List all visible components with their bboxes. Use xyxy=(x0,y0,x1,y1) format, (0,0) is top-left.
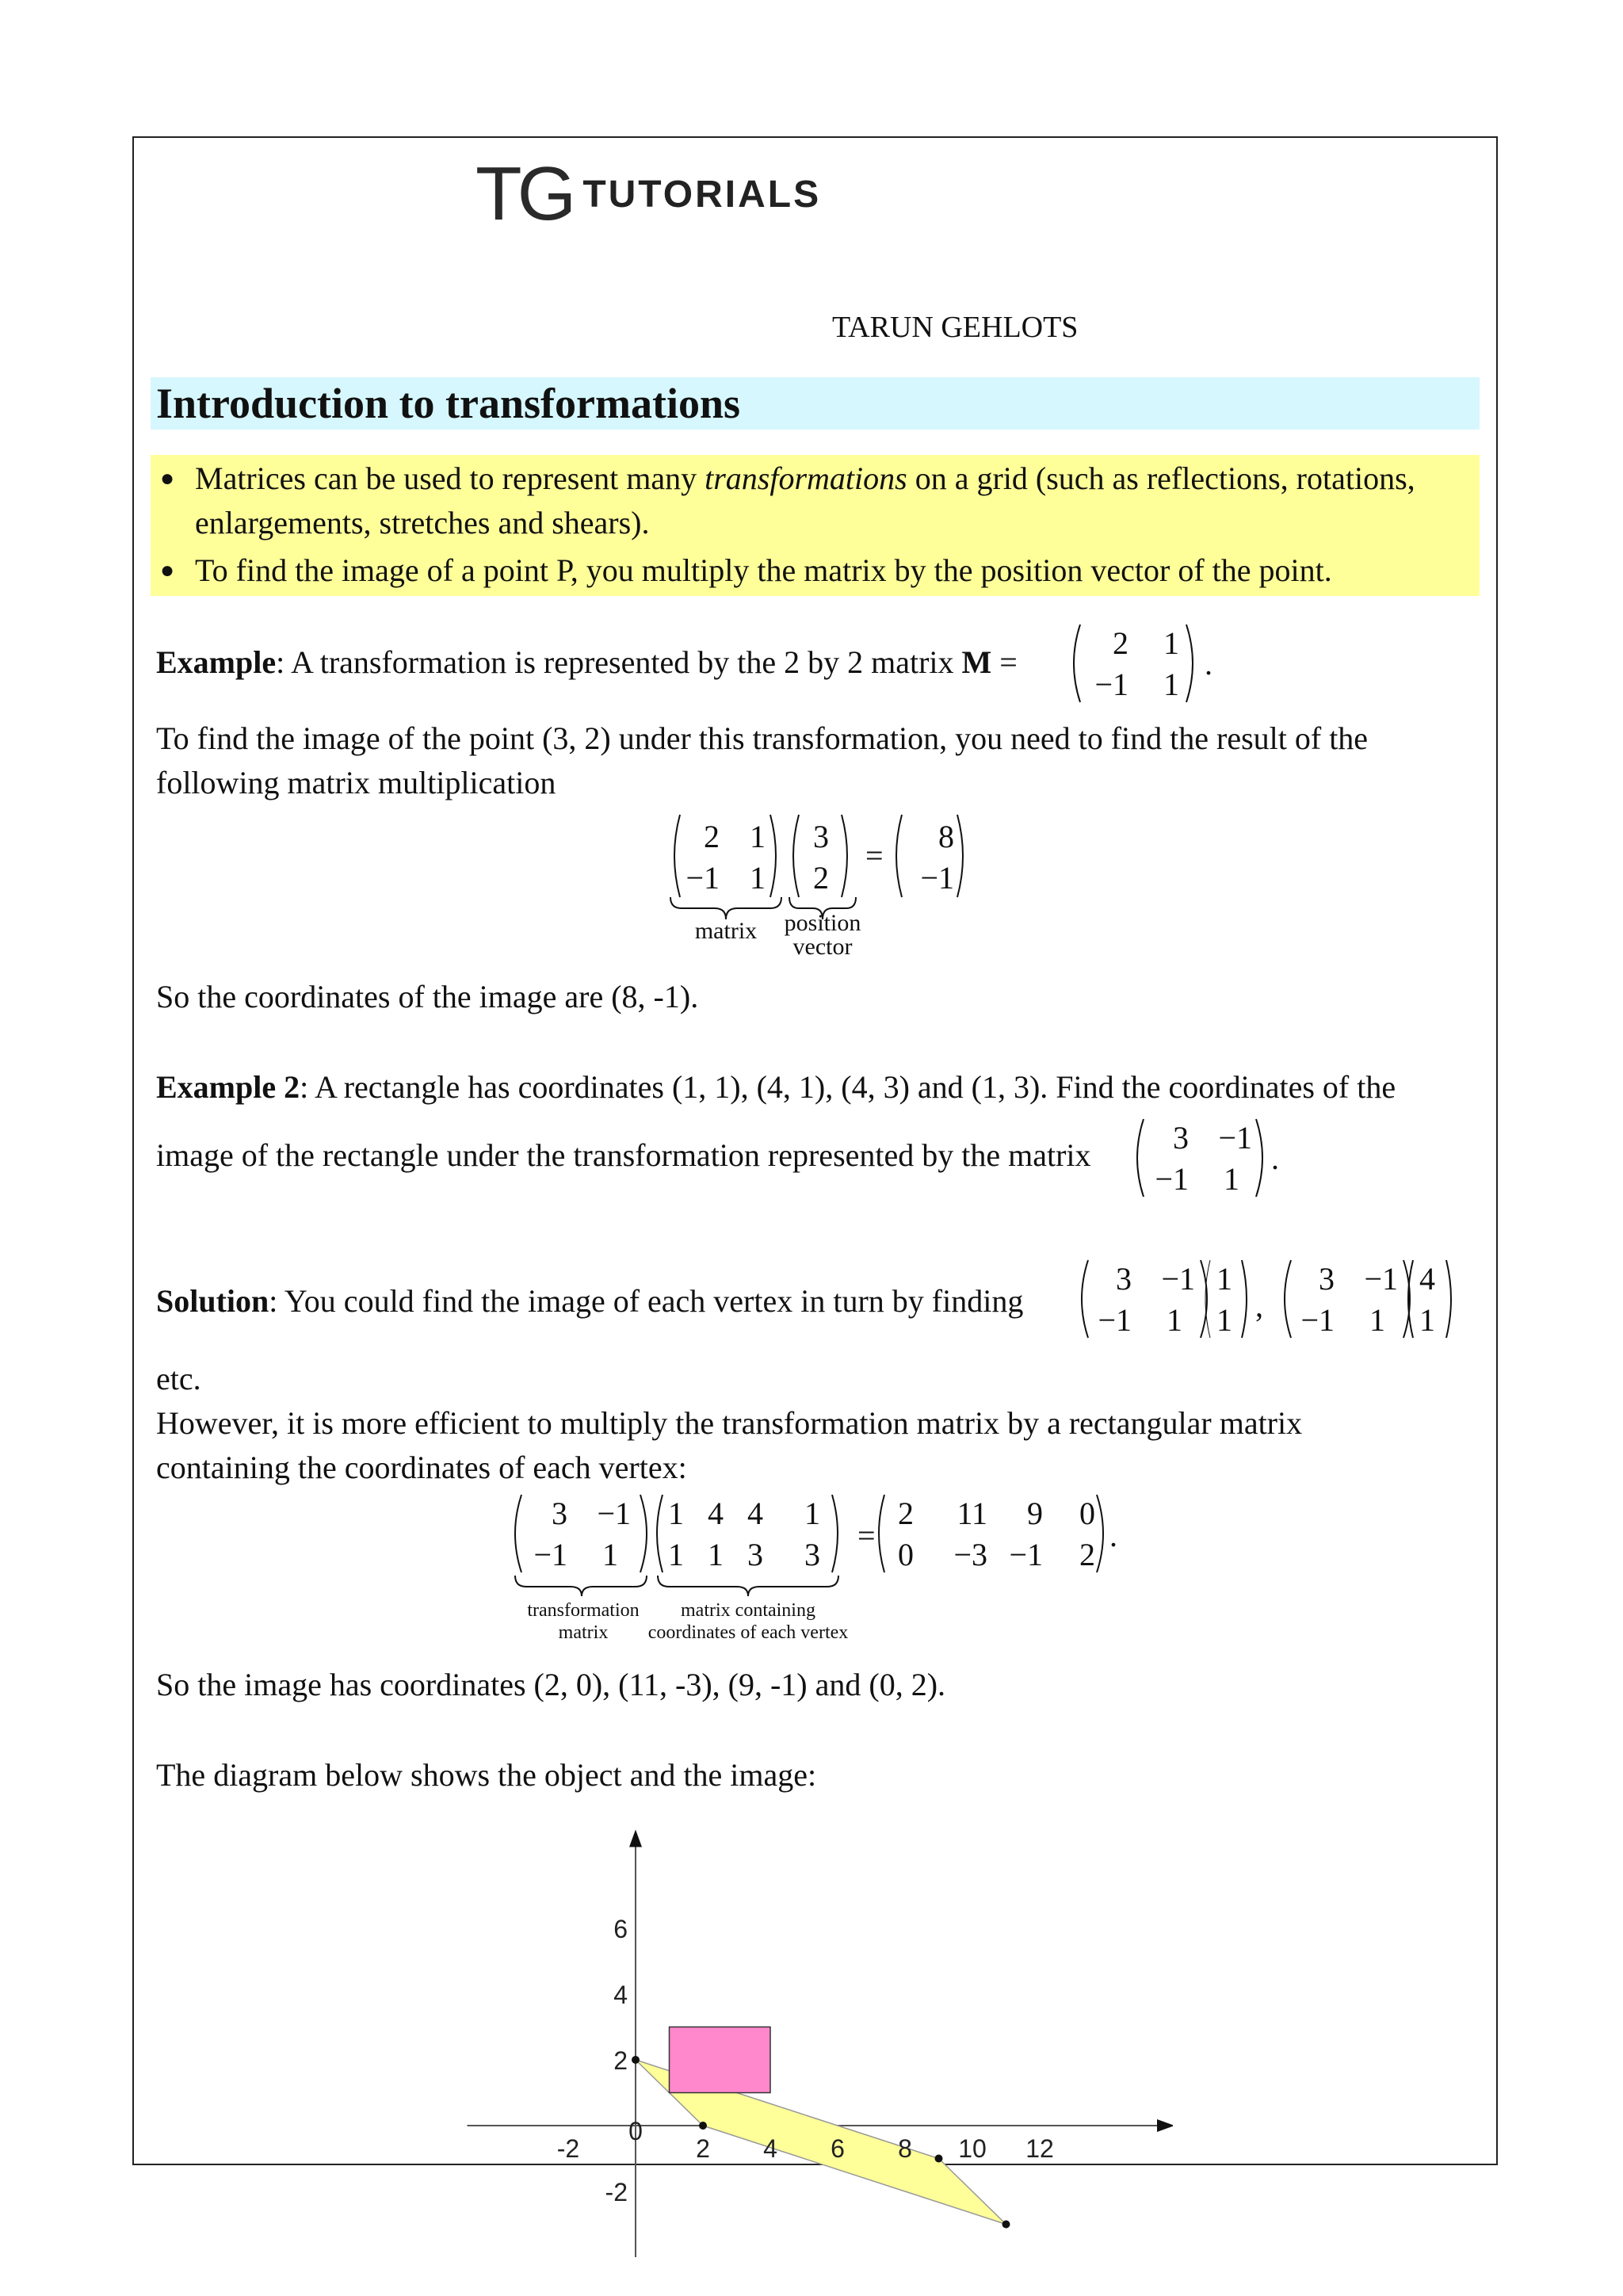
example1-conclusion: So the coordinates of the image are (8, -1). xyxy=(156,979,699,1014)
image-vertex-point xyxy=(1002,2221,1010,2229)
y-tick-label: -2 xyxy=(605,2178,628,2206)
matrix-cell: 1 xyxy=(1167,1302,1182,1338)
equals-sign: = xyxy=(991,644,1018,680)
paragraph-line: To find the image of the point (3, 2) under this transformation, you need to find the result of the xyxy=(156,720,1369,756)
image-vertex-point xyxy=(699,2122,707,2130)
solution-statement xyxy=(156,1279,1023,1324)
bullet-dot-icon: ● xyxy=(160,557,175,583)
example2-line2: image of the rectangle under the transformation represented by the matrix xyxy=(156,1137,1091,1173)
brace-label: vector xyxy=(792,934,853,960)
example-label: Example xyxy=(156,644,277,680)
brace-label: transformation xyxy=(527,1600,640,1621)
logo-mark: TG xyxy=(475,151,572,236)
bullet-text: Matrices can be used to represent many xyxy=(195,460,705,496)
equals-sign: = xyxy=(857,1518,876,1553)
logo-word: TUTORIALS xyxy=(582,173,822,216)
matrix-cell: −1 xyxy=(533,1537,567,1572)
matrix-cell: −1 xyxy=(685,860,720,896)
author-name: TARUN GEHLOTS xyxy=(832,311,1079,344)
result-cell: −3 xyxy=(953,1537,987,1572)
brace-label: matrix containing xyxy=(681,1600,815,1621)
x-tick-label: 8 xyxy=(898,2134,912,2163)
period: . xyxy=(1205,646,1212,682)
etc-text: etc. xyxy=(156,1361,201,1396)
example2-statement xyxy=(156,1065,1396,1110)
paragraph-line: However, it is more efficient to multiply the transformation matrix by a rectangular matrix xyxy=(156,1405,1303,1441)
brace-label: coordinates of each vertex xyxy=(647,1622,849,1643)
matrix-cell: 1 xyxy=(750,860,766,896)
matrix-cell: 4 xyxy=(747,1496,763,1531)
brace-label: matrix xyxy=(694,918,758,944)
period: . xyxy=(1109,1518,1117,1553)
matrix-cell: 1 xyxy=(750,819,766,854)
matrix-cell: 4 xyxy=(708,1496,724,1531)
paragraph-line: following matrix multiplication xyxy=(156,765,556,800)
object-rectangle xyxy=(670,2027,771,2093)
brace-label: matrix xyxy=(558,1622,609,1643)
matrix-cell: −1 xyxy=(597,1496,631,1531)
bullet-text: enlargements, stretches and shears). xyxy=(195,505,650,541)
result-cell: 9 xyxy=(1027,1496,1043,1531)
image-vertex-point xyxy=(632,2056,640,2064)
matrix-cell: 3 xyxy=(1116,1261,1132,1297)
matrix-cell: −1 xyxy=(1094,667,1128,702)
matrix-cell: 1 xyxy=(1163,667,1179,702)
matrix-name: M xyxy=(961,644,992,680)
x-tick-label: 12 xyxy=(1025,2134,1054,2163)
matrix-cell: 3 xyxy=(804,1537,820,1572)
period: . xyxy=(1271,1140,1279,1176)
y-axis-arrow-icon xyxy=(629,1830,642,1847)
result-cell: 2 xyxy=(1079,1537,1095,1572)
comma: , xyxy=(1255,1288,1263,1324)
matrix-cell: 1 xyxy=(668,1496,684,1531)
matrix-cell: 1 xyxy=(1224,1161,1239,1197)
x-tick-label: 10 xyxy=(958,2134,987,2163)
matrix-cell: 1 xyxy=(668,1537,684,1572)
solution-conclusion: So the image has coordinates (2, 0), (11, -3), (9, -1) and (0, 2). xyxy=(156,1667,946,1702)
result-cell: 0 xyxy=(898,1537,914,1572)
bullet-dot-icon: ● xyxy=(160,465,175,491)
x-tick-label: -2 xyxy=(556,2134,580,2163)
matrix-cell: 2 xyxy=(704,819,720,854)
vector-cell: 1 xyxy=(1216,1302,1232,1338)
x-tick-label: 2 xyxy=(696,2134,710,2163)
origin-label: 0 xyxy=(628,2117,643,2145)
matrix-cell: 2 xyxy=(1113,625,1128,661)
example-text: : A rectangle has coordinates (1, 1), (4, 1), (4, 3) and (1, 3). Find the coordinates of the xyxy=(300,1069,1396,1105)
matrix-cell: 3 xyxy=(747,1537,763,1572)
matrix-cell: 3 xyxy=(552,1496,567,1531)
diagram-intro: The diagram below shows the object and the image: xyxy=(156,1757,817,1793)
vector-cell: 2 xyxy=(813,860,829,896)
y-tick-label: 4 xyxy=(613,1981,628,2009)
page-title: Introduction to transformations xyxy=(156,380,741,427)
matrix-cell: −1 xyxy=(1098,1302,1132,1338)
solution-label: Solution xyxy=(156,1283,269,1319)
example-label: Example 2 xyxy=(156,1069,300,1105)
tg-tutorials-logo xyxy=(475,151,822,236)
result-cell: −1 xyxy=(1009,1537,1043,1572)
matrix-cell: 1 xyxy=(1163,625,1179,661)
vector-cell: 1 xyxy=(1216,1261,1232,1297)
vector-cell: 3 xyxy=(813,819,829,854)
bullet-list xyxy=(151,455,1480,596)
result-cell: −1 xyxy=(920,860,954,896)
x-axis-arrow-icon xyxy=(1157,2119,1173,2132)
axis-tick-labels xyxy=(557,1915,1054,2206)
matrix-cell: 1 xyxy=(602,1537,618,1572)
solution-text: : You could find the image of each vertex in turn by finding xyxy=(269,1283,1024,1319)
matrix-cell: 3 xyxy=(1319,1261,1335,1297)
result-cell: 2 xyxy=(898,1496,914,1531)
matrix-cell: −1 xyxy=(1218,1120,1252,1156)
result-cell: 0 xyxy=(1079,1496,1095,1531)
paragraph-line: containing the coordinates of each vertex: xyxy=(156,1450,687,1485)
transformation-diagram xyxy=(460,1815,1173,2290)
matrix-cell: −1 xyxy=(1155,1161,1189,1197)
matrix-cell: 1 xyxy=(708,1537,724,1572)
bullet-text: To find the image of a point P, you multiply the matrix by the position vector of the point. xyxy=(195,552,1332,588)
matrix-cell: 1 xyxy=(804,1496,820,1531)
equals-sign: = xyxy=(865,838,884,873)
matrix-cell: −1 xyxy=(1161,1261,1195,1297)
image-vertex-point xyxy=(935,2155,943,2163)
matrix-cell: −1 xyxy=(1300,1302,1335,1338)
matrix-cell: 1 xyxy=(1369,1302,1385,1338)
matrix-cell: −1 xyxy=(1364,1261,1398,1297)
bullet-text: on a grid (such as reflections, rotations, xyxy=(907,460,1415,496)
x-tick-label: 6 xyxy=(831,2134,845,2163)
y-tick-label: 2 xyxy=(613,2046,628,2075)
brace-label: position xyxy=(784,910,861,936)
vector-cell: 4 xyxy=(1419,1261,1435,1297)
result-cell: 8 xyxy=(938,819,954,854)
bullet-emphasis: transformations xyxy=(705,460,907,496)
matrix-cell: 3 xyxy=(1173,1120,1189,1156)
example-text: : A transformation is represented by the 2 by 2 matrix xyxy=(276,644,962,680)
example1-statement xyxy=(156,640,1018,685)
x-tick-label: 4 xyxy=(763,2134,777,2163)
vector-cell: 1 xyxy=(1419,1302,1435,1338)
result-cell: 11 xyxy=(957,1496,987,1531)
y-tick-label: 6 xyxy=(613,1915,628,1943)
